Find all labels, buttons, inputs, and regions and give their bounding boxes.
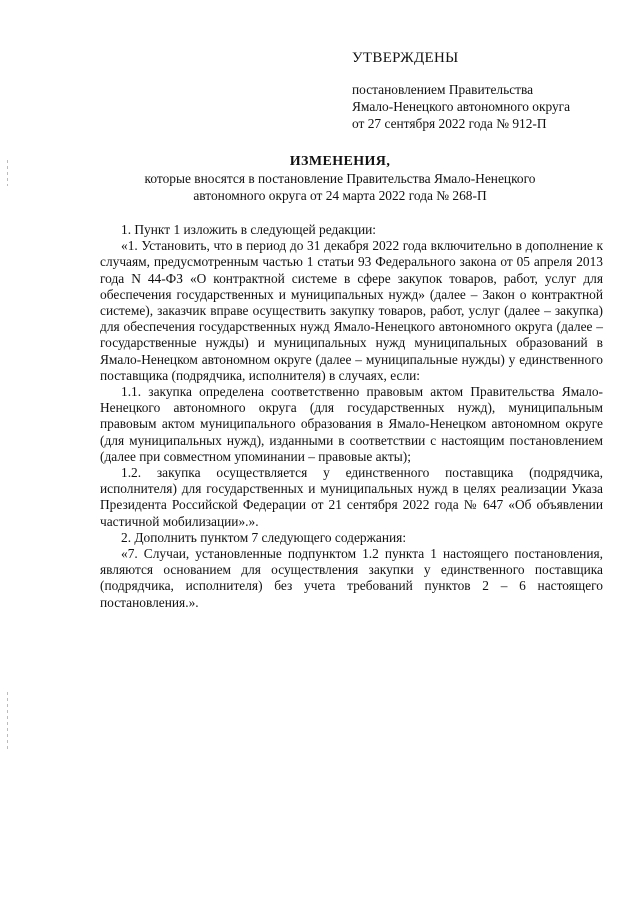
- approval-heading: УТВЕРЖДЕНЫ: [352, 50, 459, 66]
- approval-line: Ямало-Ненецкого автономного округа: [352, 99, 571, 114]
- paragraph-subitem-1-2: 1.2. закупка осуществляется у единственного поставщика (подрядчика, исполнителя) для государственных и муниципальных нужд в целях реализации Указа Президента Российской Федерации от 21 сентября 2022 года № 647 «Об объявлении частичной мобилизации».».: [100, 465, 603, 529]
- paragraph-item-7-text: «7. Случаи, установленные подпунктом 1.2 пункта 1 настоящего постановления, являются основанием для осуществления закупки у единственного поставщика (подрядчика, исполнителя) без учета требований пунктов 2 – 6 настоящего постановления.».: [100, 546, 603, 610]
- document-body: [100, 222, 603, 611]
- title-subtitle-line: которые вносятся в постановление Правительства Ямало-Ненецкого: [144, 171, 536, 186]
- paragraph-subitem-1-1: 1.1. закупка определена соответственно правовым актом Правительства Ямало-Ненецкого автономного округа (для государственных нужд), муниципальным правовым актом муниципального образования в Ямало-Ненецком автономном округе (для муниципальных нужд), изданными в соответствии с настоящим постановлением (далее при совместном упоминании – правовые акты);: [100, 384, 603, 464]
- paragraph-item-1: 1. Пункт 1 изложить в следующей редакции:: [121, 222, 377, 237]
- title-subtitle-line: автономного округа от 24 марта 2022 года № 268-П: [193, 187, 487, 203]
- approval-line: от 27 сентября 2022 года № 912-П: [352, 116, 547, 131]
- approval-line: постановлением Правительства: [352, 82, 534, 97]
- approval-block: [352, 50, 622, 132]
- margin-mark-top: [7, 160, 8, 186]
- paragraph-item-2: 2. Дополнить пунктом 7 следующего содержания:: [121, 529, 407, 545]
- document-title: [80, 153, 600, 204]
- title-main: ИЗМЕНЕНИЯ,: [289, 154, 391, 169]
- margin-mark-bottom: [7, 692, 8, 752]
- paragraph-item-1-text: «1. Установить, что в период до 31 декабря 2022 года включительно в дополнение к случаям, предусмотренным частью 1 статьи 93 Федерального закона от 05 апреля 2013 года N 44-ФЗ «О контрактной системе в сфере закупок товаров, работ, услуг для обеспечения государственных и муниципальных нужд» (далее – Закон о контрактной системе), заказчик вправе осуществить закупку товаров, работ, услуг (далее – закупка) для обеспечения государственных нужд Ямало-Ненецкого автономного округа (далее – государственные нужды) и муниципальных нужд муниципальных образований в Ямало-Ненецком автономном округе (далее – муниципальные нужды) у единственного поставщика (подрядчика, исполнителя) в случаях, если:: [100, 238, 603, 383]
